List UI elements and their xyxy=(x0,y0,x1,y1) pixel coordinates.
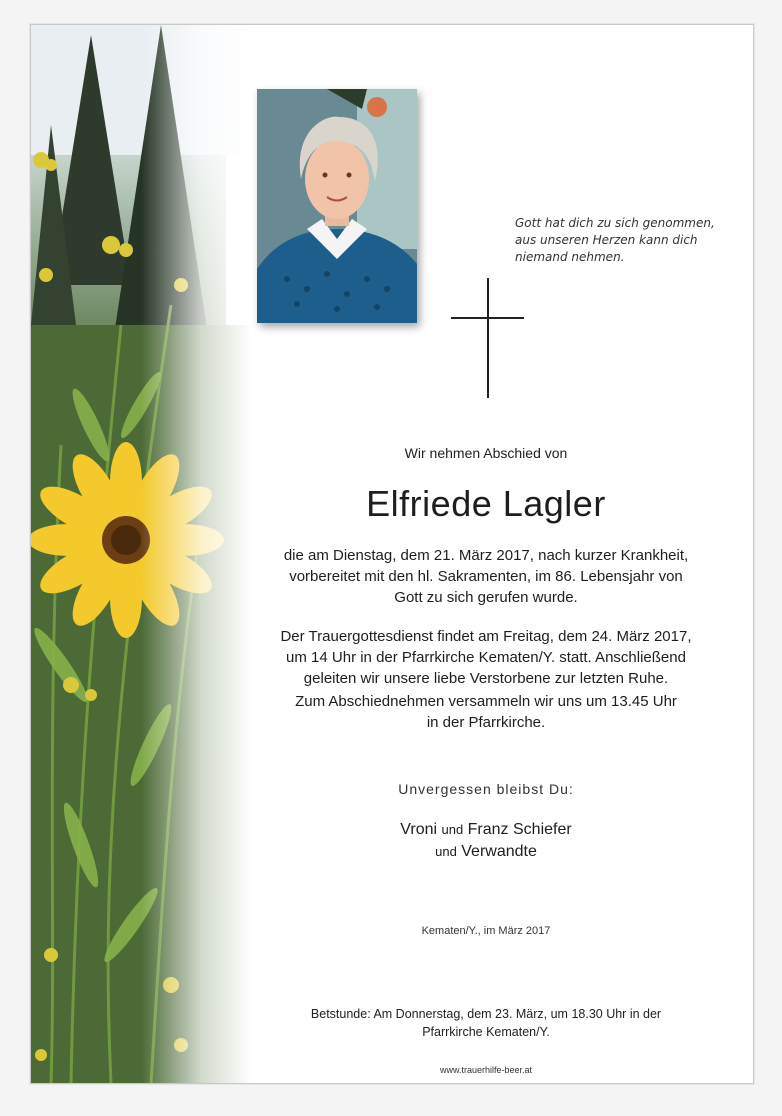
quote-line: aus unseren Herzen kann dich xyxy=(515,233,698,247)
gathering-paragraph xyxy=(251,691,721,733)
funeral-service-paragraph xyxy=(251,626,721,689)
paragraph-line: um 14 Uhr in der Pfarrkirche Kematen/Y. statt. Anschließend xyxy=(286,649,686,666)
memorial-quote xyxy=(515,215,735,266)
mourners-signature xyxy=(251,819,721,863)
portrait-illustration xyxy=(257,89,417,323)
paragraph-line: in der Pfarrkirche. xyxy=(426,714,546,731)
prayer-line: Betstunde: Am Donnerstag, dem 23. März, um 18.30 Uhr in der xyxy=(310,1007,662,1021)
conjunction: und xyxy=(441,822,464,837)
mourner-name: Vroni xyxy=(400,821,438,838)
place-and-date: Kematen/Y., im März 2017 xyxy=(421,925,551,937)
death-notice-paragraph xyxy=(251,545,721,608)
paragraph-line: vorbereitet mit den hl. Sakramenten, im 86. Lebensjahr von xyxy=(289,568,683,585)
paragraph-line: Zum Abschiednehmen versammeln wir uns um 13.45 Uhr xyxy=(295,693,677,710)
cross-icon-horizontal xyxy=(451,317,524,319)
quote-line: Gott hat dich zu sich genommen, xyxy=(515,216,715,230)
conjunction: und xyxy=(435,844,457,859)
unforgotten-heading: Unvergessen bleibst Du: xyxy=(398,781,574,797)
obituary-card xyxy=(30,24,754,1084)
deceased-name: Elfriede Lagler xyxy=(366,483,606,524)
paragraph-line: die am Dienstag, dem 21. März 2017, nach kurzer Krankheit, xyxy=(283,547,689,564)
portrait-photo xyxy=(257,89,417,323)
paragraph-line: geleiten wir unsere liebe Verstorbene zur letzten Ruhe. xyxy=(303,670,669,687)
cross-icon-vertical xyxy=(487,278,489,398)
mourner-name: Franz Schiefer xyxy=(467,821,572,838)
prayer-hour-note xyxy=(251,1005,721,1041)
paragraph-line: Der Trauergottesdienst findet am Freitag, dem 24. März 2017, xyxy=(280,628,692,645)
mourner-name: Verwandte xyxy=(461,843,537,860)
website-link[interactable]: www.trauerhilfe-beer.at xyxy=(439,1065,533,1075)
paragraph-line: Gott zu sich gerufen wurde. xyxy=(394,589,578,606)
farewell-intro: Wir nehmen Abschied von xyxy=(404,445,568,461)
image-fade xyxy=(141,25,251,1083)
quote-line: niemand nehmen. xyxy=(515,250,625,264)
prayer-line: Pfarrkirche Kematen/Y. xyxy=(422,1025,550,1039)
